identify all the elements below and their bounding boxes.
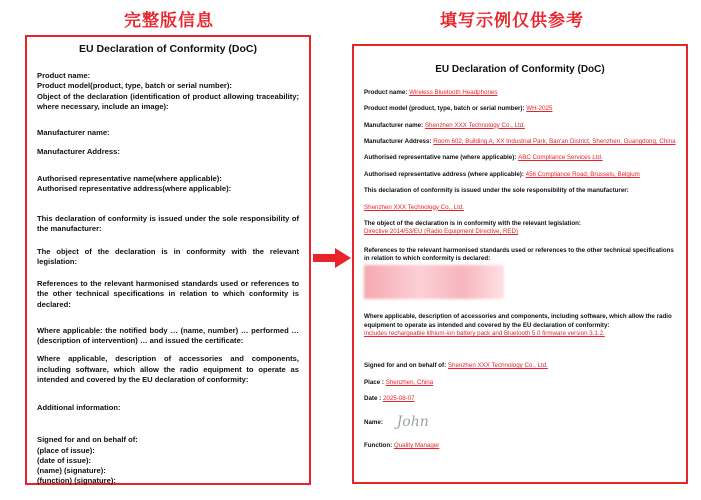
value-accessories-wrap: [364, 330, 676, 338]
field-sole-responsibility: This declaration of conformity is issued under the sole responsibility of the manufacturer:: [37, 214, 299, 234]
field-product-model: Product model (product, type, batch or serial number): WH-2025: [364, 105, 553, 113]
value-manufacturer-address: Room 602, Building A, XX Industrial Park, Bao'an District, Shenzhen, Guangdong, China: [433, 138, 676, 146]
doc-template-full: [25, 35, 311, 485]
field-manufacturer-name: Manufacturer name:: [37, 128, 110, 137]
field-product-model: Product model(product, type, batch or serial number):: [37, 81, 232, 91]
field-rep-address: Authorised representative address(where applicable):: [37, 183, 232, 193]
field-legislation: The object of the declaration is in conformity with the relevant legislation:: [364, 219, 581, 227]
arrow-right-icon: [313, 248, 351, 268]
doc-title: EU Declaration of Conformity (DoC): [79, 43, 257, 55]
field-accessories: Where applicable, description of accessories and components, including software, which allow the radio equipment to operate as intended and covered by the EU declaration of conformity:: [364, 313, 672, 329]
value-product-name: Wireless Bluetooth Headphones: [409, 89, 498, 96]
redacted-standards: [364, 265, 504, 299]
field-product-name: Product name: Wireless Bluetooth Headphones: [364, 89, 498, 96]
value-legislation-wrap: [364, 228, 676, 236]
field-sole-responsibility: This declaration of conformity is issued under the sole responsibility of the manufacturer:: [364, 187, 629, 195]
value-signed-for: Shenzhen XXX Technology Co., Ltd.: [447, 362, 548, 370]
field-name: Name: John: [364, 414, 429, 431]
doc-title: EU Declaration of Conformity (DoC): [435, 64, 605, 75]
value-rep-address: 456 Compliance Road, Brussels, Belgium: [525, 170, 640, 178]
value-date: 2025-08-07: [382, 395, 415, 403]
field-name-signature: (name) (signature):: [37, 466, 106, 475]
field-references: References to the relevant harmonised standards used or references to the other technical specifications in relation to which conformity is declared:: [364, 246, 674, 262]
field-notified-body: Where applicable: the notified body … (name, number) … performed … (description of intervention) … and issued the certificate:: [37, 325, 299, 345]
value-function: Quality Manager: [393, 442, 440, 450]
field-rep-name: Authorised representative name(where applicable):: [37, 173, 222, 183]
value-manufacturer-name: Shenzhen XXX Technology Co., Ltd.: [424, 121, 525, 129]
heading-full-version: 完整版信息: [124, 11, 214, 31]
handwritten-signature: John: [396, 414, 429, 431]
value-sole-responsibility: Shenzhen XXX Technology Co., Ltd.: [364, 203, 464, 211]
field-place-of-issue: (place of issue):: [37, 445, 95, 455]
field-accessories: Where applicable, description of accessories and components, including software, which allow the radio equipment to operate as intended and covered by the EU declaration of conformity:: [37, 354, 299, 384]
field-function-signature: (function) (signature):: [37, 476, 116, 486]
value-sole-wrap: [364, 204, 676, 212]
field-manufacturer-address: Manufacturer Address:: [37, 147, 120, 157]
field-legislation: The object of the declaration is in conformity with the relevant legislation:: [37, 246, 299, 266]
field-manufacturer-address: Manufacturer Address: Room 602, Building A, XX Industrial Park, Bao'an District, Shenzhen, Guangdong, China: [364, 138, 676, 146]
field-date-of-issue: (date of issue):: [37, 455, 92, 465]
value-legislation: Directive 2014/53/EU (Radio Equipment Directive, RED): [364, 228, 519, 236]
heading-example: 填写示例仅供参考: [440, 11, 584, 31]
value-rep-name: ABC Compliance Services Ltd.: [518, 154, 603, 162]
value-model: WH-2025: [526, 105, 553, 113]
field-signed-for: Signed for and on behalf of:: [37, 435, 138, 445]
field-signed-for: Signed for and on behalf of: Shenzhen XXX Technology Co., Ltd.: [364, 362, 548, 370]
field-manufacturer-name: Manufacturer name: Shenzhen XXX Technology Co., Ltd.: [364, 121, 525, 129]
field-references: References to the relevant harmonised standards used or references to the other technical specifications in relation to which conformity is declared:: [37, 279, 299, 309]
value-accessories: Includes rechargeable lithium-ion battery pack and Bluetooth 5.0 firmware version 3.1.2.: [364, 330, 605, 338]
field-date: Date : 2025-08-07: [364, 395, 415, 403]
field-function: Function: Quality Manager: [364, 442, 440, 450]
field-additional-info: Additional information:: [37, 403, 121, 412]
field-object: Object of the declaration (identification of product allowing traceability; where necessary, include an image):: [37, 91, 299, 111]
value-place: Shenzhen, China: [385, 378, 434, 386]
field-product-name: Product name:: [37, 71, 91, 80]
field-place: Place : Shenzhen, China: [364, 378, 434, 386]
doc-example-filled: [352, 44, 688, 484]
field-rep-name: Authorised representative name (where applicable): ABC Compliance Services Ltd.: [364, 154, 603, 162]
field-rep-address: Authorised representative address (where applicable): 456 Compliance Road, Brussels, Belgium: [364, 170, 640, 178]
